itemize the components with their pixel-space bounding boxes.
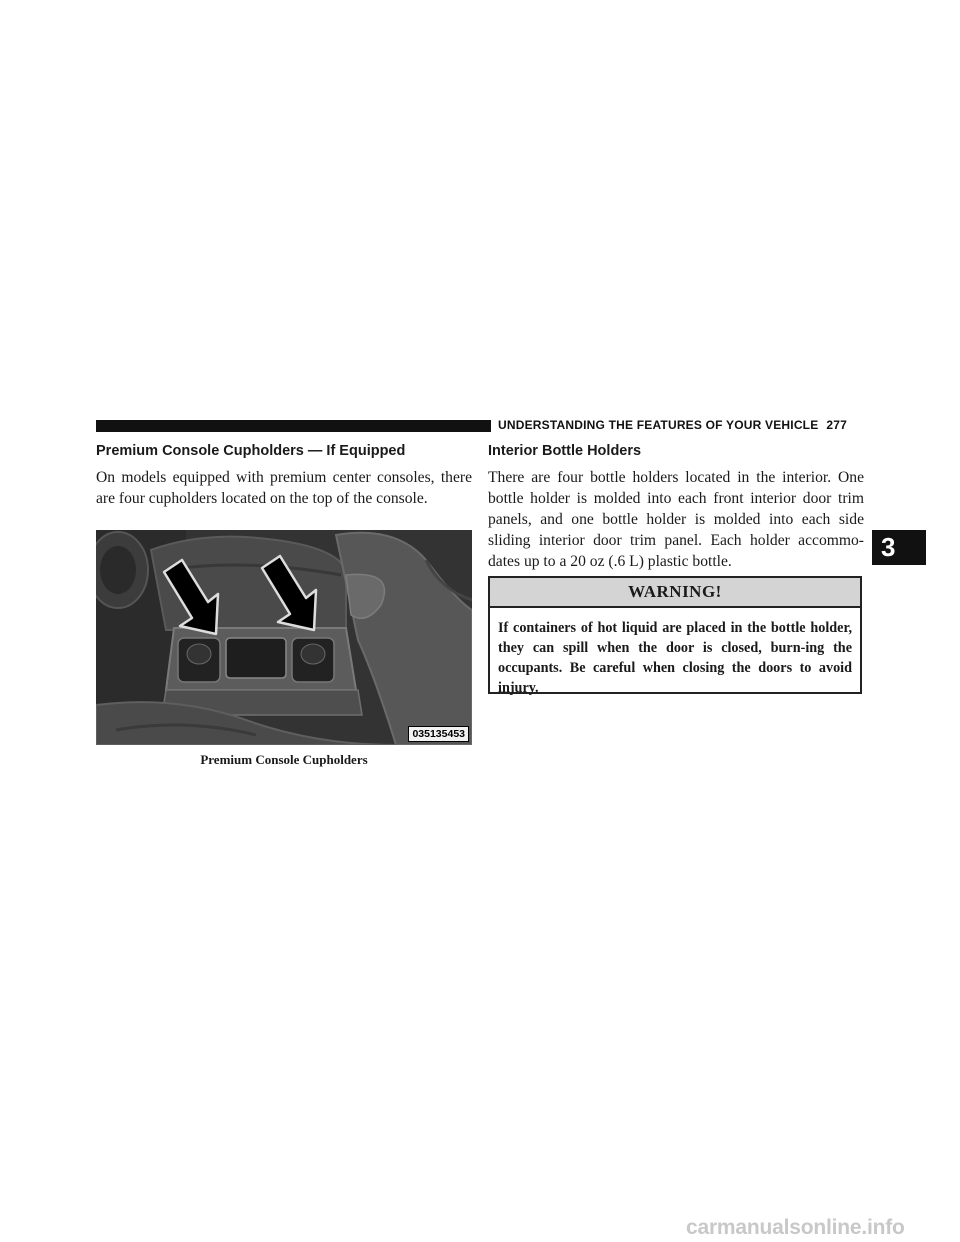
warning-box bbox=[488, 576, 862, 694]
cupholders-paragraph: On models equipped with premium center consoles, there are four cupholders located on the top of the console. bbox=[96, 469, 472, 507]
running-header bbox=[498, 418, 866, 432]
section-title: UNDERSTANDING THE FEATURES OF YOUR VEHICLE bbox=[498, 418, 819, 432]
figure-caption: Premium Console Cupholders bbox=[200, 752, 368, 767]
console-cupholders-illustration bbox=[96, 530, 472, 745]
watermark: carmanualsonline.info bbox=[686, 1216, 905, 1239]
console-illustration-graphic bbox=[96, 530, 472, 745]
warning-text: If containers of hot liquid are placed in the bottle holder, they can spill when the door is closed, burn-ing the occupants. Be careful when closing the doors to avoid injury. bbox=[498, 620, 852, 696]
section-heading-cupholders: Premium Console Cupholders — If Equipped bbox=[96, 443, 406, 459]
figure-code: 035135453 bbox=[408, 726, 469, 742]
section-heading-bottle-holders: Interior Bottle Holders bbox=[488, 443, 642, 459]
warning-title: WARNING! bbox=[490, 578, 860, 608]
header-rule bbox=[96, 420, 491, 432]
bottle-holders-paragraph: There are four bottle holders located in the interior. One bottle holder is molded into each front interior door trim panels, and one bottle holder is molded into each side sliding interior door trim panel. Each holder accommo-dates up to a 20 oz (.6 L) plastic bottle. bbox=[488, 469, 864, 570]
page-number: 277 bbox=[826, 418, 848, 432]
chapter-tab: 3 bbox=[872, 530, 926, 565]
